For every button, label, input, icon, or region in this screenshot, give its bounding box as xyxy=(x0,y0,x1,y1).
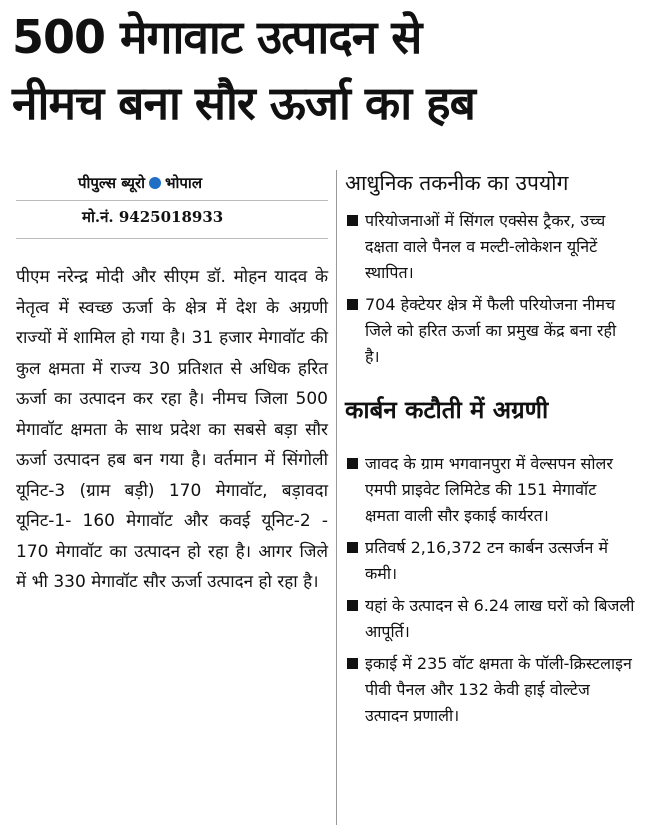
headline-line-1: 500 मेगावाट उत्पादन से xyxy=(12,10,422,64)
square-bullet-icon xyxy=(347,658,358,669)
article-body: पीएम नरेन्द्र मोदी और सीएम डॉ. मोहन यादव के नेतृत्व में स्वच्छ ऊर्जा के क्षेत्र में देश के अग्रणी राज्यों में शामिल हो गया है। 31 हजार मेगावॉट की कुल क्षमता में राज्य 30 प्रतिशत से अधिक हरित ऊर्जा का उत्पादन कर रहा है। नीमच जिला 500 मेगावॉट क्षमता के साथ प्रदेश का सबसे बड़ा सौर ऊर्जा उत्पादन हब बन गया है। वर्तमान में सिंगोली यूनिट-3 (ग्राम बड़ी) 170 मेगावॉट, बड़ावदा यूनिट-1- 160 मेगावॉट और कवई यूनिट-2 - 170 मेगावॉट का उत्पादन हो रहा है। आगर जिले में भी 330 मेगावॉट सौर ऊर्जा उत्पादन हो रहा है। xyxy=(16,267,328,592)
section-heading-carbon: कार्बन कटौती में अग्रणी xyxy=(345,396,549,424)
square-bullet-icon xyxy=(347,458,358,469)
city-name: भोपाल xyxy=(164,174,202,192)
headline-line-2: नीमच बना सौर ऊर्जा का हब xyxy=(12,76,475,130)
list-item: परियोजनाओं में सिंगल एक्सेस ट्रैकर, उच्च दक्षता वाले पैनल व मल्टी-लोकेशन यूनिटें स्थापित। xyxy=(345,208,635,286)
square-bullet-icon xyxy=(347,542,358,553)
phone-divider xyxy=(16,238,328,239)
square-bullet-icon xyxy=(347,299,358,310)
technology-bullet-list xyxy=(345,208,635,376)
byline xyxy=(78,173,202,193)
byline-divider xyxy=(16,200,328,201)
square-bullet-icon xyxy=(347,600,358,611)
list-item: इकाई में 235 वॉट क्षमता के पॉली-क्रिस्टलाइन पीवी पैनल और 132 केवी हाई वोल्टेज उत्पादन प्रणाली। xyxy=(345,651,635,729)
headline xyxy=(12,4,637,136)
carbon-bullet-list xyxy=(345,451,635,735)
column-divider xyxy=(336,170,337,825)
list-item: जावद के ग्राम भगवानपुरा में वेल्सपन सोलर एमपी प्राइवेट लिमिटेड की 151 मेगावॉट क्षमता वाली सौर इकाई कार्यरत। xyxy=(345,451,635,529)
list-item: यहां के उत्पादन से 6.24 लाख घरों को बिजली आपूर्ति। xyxy=(345,593,635,645)
phone-number: मो.नं. 9425018933 xyxy=(82,208,224,226)
list-item: 704 हेक्टेयर क्षेत्र में फैली परियोजना नीमच जिले को हरित ऊर्जा का प्रमुख केंद्र बना रही है। xyxy=(345,292,635,370)
section-heading-technology: आधुनिक तकनीक का उपयोग xyxy=(345,171,569,195)
bullet-dot-icon xyxy=(149,177,161,189)
bureau-name: पीपुल्स ब्यूरो xyxy=(78,174,145,192)
square-bullet-icon xyxy=(347,215,358,226)
list-item: प्रतिवर्ष 2,16,372 टन कार्बन उत्सर्जन में कमी। xyxy=(345,535,635,587)
